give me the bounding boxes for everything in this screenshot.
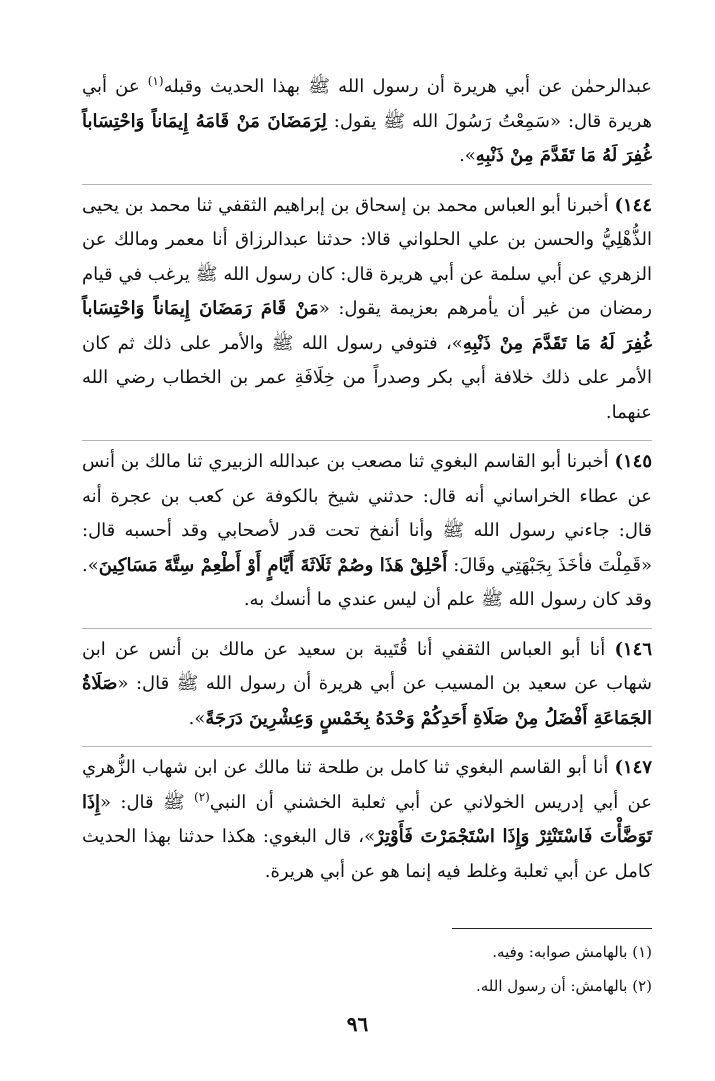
hadith-text: إِذَا تَوَضَّأْتَ فَاسْتَنْثِرْ وَإِذَا اسْتَجْمَرْتَ فَأَوْتِرْ [82,791,652,847]
footnote-divider [452,928,652,929]
paragraph-144 [82,184,652,431]
text-segment: أخبرنا أبو القاسم البغوي ثنا مصعب بن عبدالله الزبيري ثنا مالك بن أنس عن عطاء الخراساني أنه قال: حدثني شيخ بالكوفة عن كعب بن عجرة أنه قال: جاءني رسول الله ﷺ وأنا أنفخ تحت قدر لأصحابي وقد أحسبه قال: «قَمِلْتَ فأخَذَ بِجَبْهَتِي وقَالَ: [82,451,652,576]
text-segment: عبدالرحمٰن عن أبي هريرة أن رسول الله ﷺ بهذا الحديث وقبله [163,76,652,97]
footnote-ref: (٢) [194,789,210,804]
footnote-1: (١) بالهامش صوابه: وفيه. [492,943,652,961]
text-segment: أنا أبو العباس الثقفي أنا قُتَيبة بن سعيد عن مالك بن أنس عن ابن شهاب عن سعيد بن المسيب عن أبي هريرة أن رسول الله ﷺ قال: « [82,638,652,694]
paragraph-147 [82,746,652,889]
footnotes [82,935,652,1003]
hadith-text: مَنْ قَامَ رَمَضَانَ إِيمَاناً وَاحْتِسَاباً غُفِرَ لَهُ مَا تَقَدَّمَ مِنْ ذَنْبِهِ [82,298,653,354]
text-segment: ﷺ قال: « [100,791,195,813]
hadith-text: لِرَمَضَانَ مَنْ قَامَهُ إِيمَاناً وَاحْتِسَاباً غُفِرَ لَهُ مَا تَقَدَّمَ مِنْ ذَنْبِهِ [82,110,652,166]
hadith-text: أَحْلِقْ هَذَا وصُمْ ثَلَاثَةَ أَيَّامٍ أَوْ أَطْعِمْ سِتَّةَ مَسَاكِينَ [98,554,448,576]
footnote-ref: (١) [147,74,164,88]
paragraph-intro [82,70,652,174]
hadith-number: ١٤٥) [614,451,652,472]
text-segment: »، فتوفي رسول الله ﷺ والأمر على ذلك ثم كان الأمر على ذلك خلافة أبي بكر وصدراً من خِلَافَةِ عمر بن الخطاب رضي الله عنهما. [82,332,652,423]
body-text [82,70,652,899]
text-segment: عن أبي هريرة قال: «سَمِعْتُ رَسُولَ الله ﷺ يقول: [82,76,652,132]
paragraph-145 [82,440,652,618]
hadith-number: ١٤٧) [614,757,652,778]
page-number: ٩٦ [346,1012,369,1036]
text-segment: ». وقد كان رسول الله ﷺ علم أن ليس عندي ما أنسك به. [82,554,652,610]
hadith-number: ١٤٦) [614,638,652,660]
footnote-2: (٢) بالهامش: أن رسول الله. [475,977,652,995]
paragraph-146 [82,628,652,737]
hadith-text: صَلَاةُ الجَمَاعَةِ أَفْضَلُ مِنْ صَلَاةِ أَحَدِكُمْ وَحْدَهُ بِخَمْسٍ وَعِشْرِينَ دَرَجَةً [82,673,652,729]
text-segment: ». [188,707,206,729]
text-segment: ». [459,145,476,166]
text-segment: أخبرنا أبو العباس محمد بن إسحاق بن إبراهيم الثقفي ثنا محمد بن يحيى الذُّهْلِيُّ والحسن بن علي الحلواني قالا: حدثنا عبدالرزاق أنا معمر ومالك عن الزهري عن أبي سلمة عن أبي هريرة قال: كان رسول الله ﷺ يرغب في قيام رمضان من غير أن يأمرهم بعزيمة يقول: « [82,194,652,319]
hadith-number: ١٤٤) [614,194,652,216]
text-segment: »، قال البغوي: هكذا حدثنا بهذا الحديث كامل عن أبي ثعلبة وغلط فيه إنما هو عن أبي هريرة. [82,826,652,882]
text-segment: أنا أبو القاسم البغوي ثنا كامل بن طلحة ثنا مالك عن ابن شهاب الزُّهري عن أبي إدريس الخولاني عن أبي ثعلبة الخشني أن النبي [82,757,652,813]
